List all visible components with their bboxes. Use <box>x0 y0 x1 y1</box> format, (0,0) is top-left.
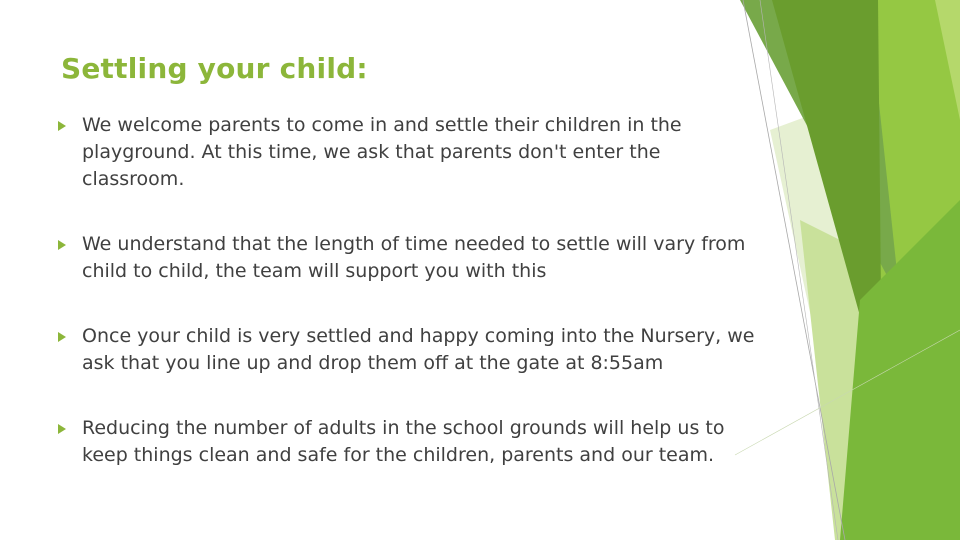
bullet-text: We welcome parents to come in and settle their children in the playground. At this time, we ask that parents don't enter the classroom. <box>82 114 682 190</box>
triangle-bullet-icon <box>58 332 66 342</box>
triangle-bullet-icon <box>58 121 66 131</box>
bullet-item <box>58 231 758 285</box>
bullet-item <box>58 112 758 193</box>
bullet-item <box>58 323 758 377</box>
bullet-item <box>58 415 758 469</box>
bullet-list <box>58 112 758 469</box>
slide-title: Settling your child: <box>61 52 368 85</box>
bullet-text: Reducing the number of adults in the school grounds will help us to keep things clean and safe for the children, parents and our team. <box>82 417 725 466</box>
triangle-bullet-icon <box>58 240 66 250</box>
triangle-bullet-icon <box>58 424 66 434</box>
bullet-text: We understand that the length of time needed to settle will vary from child to child, the team will support you with this <box>82 233 746 282</box>
bullet-text: Once your child is very settled and happy coming into the Nursery, we ask that you line up and drop them off at the gate at 8:55am <box>82 325 755 374</box>
